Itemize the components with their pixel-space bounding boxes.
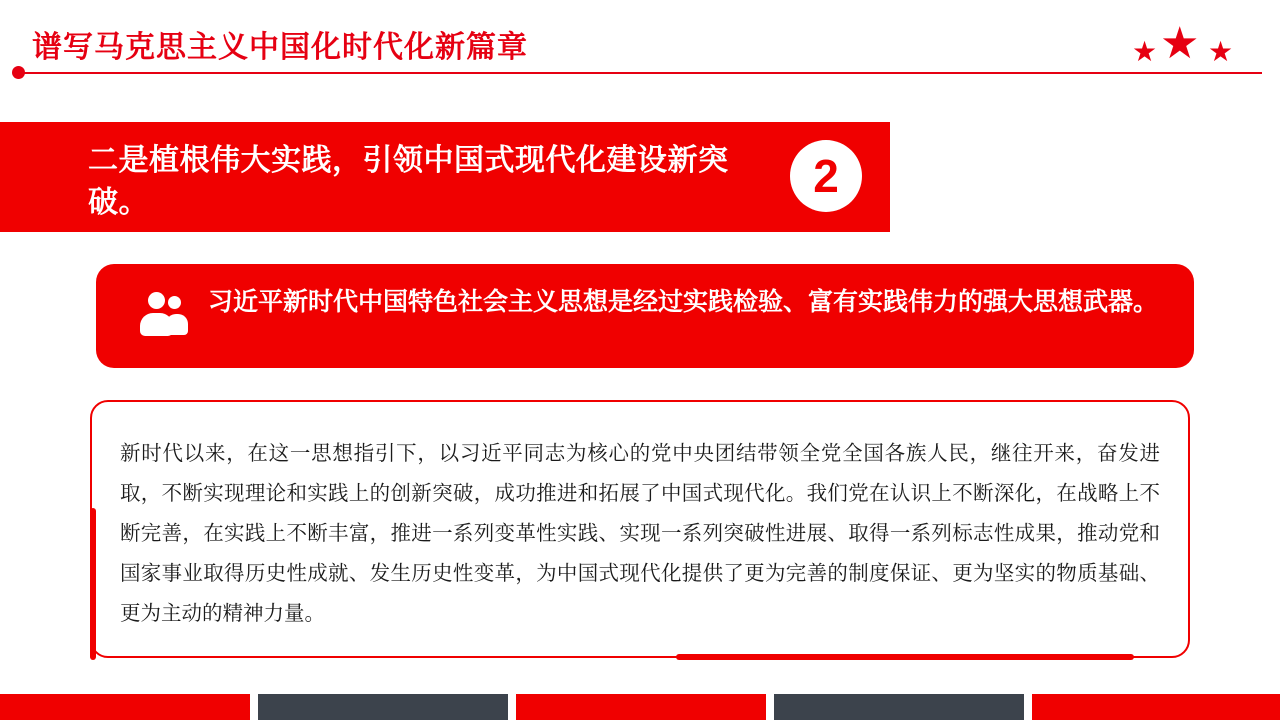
footer-bar [774, 694, 1024, 720]
footer-bar [0, 694, 250, 720]
body-paragraph: 新时代以来，在这一思想指引下，以习近平同志为核心的党中央团结带领全党全国各族人民，继往开来，奋发进取，不断实现理论和实践上的创新突破，成功推进和拓展了中国式现代化。我们党在认识上不断深化，在战略上不断完善，在实践上不断丰富，推进一系列变革性实践、实现一系列突破性进展、取得一系列标志性成果，推动党和国家事业取得历史性成就、发生历史性变革，为中国式现代化提供了更为完善的制度保证、更为坚实的物质基础、更为主动的精神力量。 [120, 443, 1160, 625]
section-title: 二是植根伟大实践，引领中国式现代化建设新突破。 [88, 144, 729, 219]
footer-bar [516, 694, 766, 720]
star-icon: ★ [1208, 36, 1234, 67]
star-icon: ★ [1160, 19, 1200, 68]
people-icon [132, 292, 188, 340]
star-icon: ★ [1132, 36, 1158, 67]
footer-bar [1032, 694, 1280, 720]
header-divider [18, 72, 1262, 74]
body-box-bottom-accent [676, 654, 1134, 660]
body-box-left-accent [90, 508, 96, 660]
section-number-badge: 2 [790, 140, 862, 212]
footer-decoration [0, 694, 1280, 720]
page-title: 谱写马克思主义中国化时代化新篇章 [32, 31, 528, 64]
section-banner [0, 122, 890, 232]
slide-header [0, 0, 1280, 90]
key-point-callout [96, 264, 1194, 368]
stars-decoration [1132, 19, 1252, 68]
footer-bar [258, 694, 508, 720]
callout-text: 习近平新时代中国特色社会主义思想是经过实践检验、富有实践伟力的强大思想武器。 [208, 288, 1159, 316]
